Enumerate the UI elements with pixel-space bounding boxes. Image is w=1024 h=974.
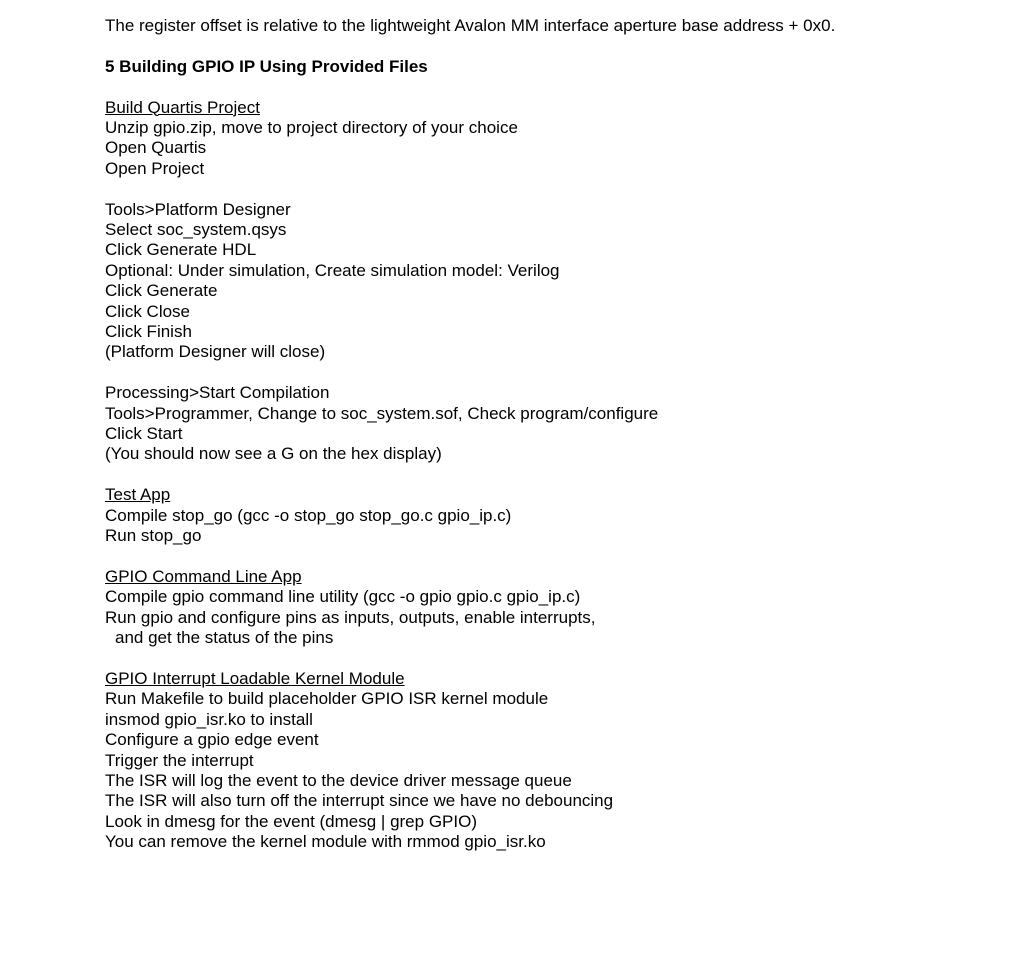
spacer (105, 649, 1005, 669)
test-app-title: Test App (105, 485, 171, 505)
processing-line: Tools>Programmer, Change to soc_system.sof, Check program/configure (105, 403, 659, 423)
processing-line: Click Start (105, 424, 183, 444)
cli-app-line: Run gpio and configure pins as inputs, outputs, enable interrupts, (105, 607, 596, 627)
platform-line: Click Generate (105, 281, 218, 301)
spacer (105, 465, 1005, 485)
section-heading: 5 Building GPIO IP Using Provided Files (105, 56, 428, 76)
build-line: Unzip gpio.zip, move to project directory of your choice (105, 118, 518, 137)
intro-text: The register offset is relative to the lightweight Avalon MM interface aperture base address + 0x0. (105, 16, 836, 35)
test-app-line: Run stop_go (105, 526, 202, 546)
kernel-line: Configure a gpio edge event (105, 730, 319, 750)
processing-line: Processing>Start Compilation (105, 383, 330, 403)
processing-line: (You should now see a G on the hex display) (105, 444, 442, 464)
spacer (105, 179, 1005, 199)
cli-app-line: Compile gpio command line utility (gcc -o gpio gpio.c gpio_ip.c) (105, 587, 581, 607)
kernel-title: GPIO Interrupt Loadable Kernel Module (105, 668, 405, 688)
platform-line: (Platform Designer will close) (105, 342, 326, 362)
spacer (105, 36, 1005, 56)
platform-line: Click Finish (105, 322, 192, 342)
spacer (105, 77, 1005, 97)
test-app-line: Compile stop_go (gcc -o stop_go stop_go.c gpio_ip.c) (105, 505, 512, 525)
spacer (105, 546, 1005, 566)
kernel-line: You can remove the kernel module with rmmod gpio_isr.ko (105, 832, 546, 852)
document-body (105, 16, 1005, 853)
build-line: Open Quartis (105, 138, 207, 158)
cli-app-title: GPIO Command Line App (105, 566, 302, 586)
kernel-line: The ISR will log the event to the device driver message queue (105, 770, 572, 790)
kernel-line: insmod gpio_isr.ko to install (105, 709, 313, 729)
kernel-line: Trigger the interrupt (105, 750, 254, 770)
platform-line: Click Generate HDL (105, 240, 257, 260)
platform-line: Optional: Under simulation, Create simulation model: Verilog (105, 260, 560, 280)
kernel-line: Run Makefile to build placeholder GPIO ISR kernel module (105, 689, 549, 709)
platform-line: Select soc_system.qsys (105, 220, 287, 240)
spacer (105, 363, 1005, 383)
build-title: Build Quartis Project (105, 97, 260, 117)
kernel-line: The ISR will also turn off the interrupt since we have no debouncing (105, 791, 614, 811)
kernel-line: Look in dmesg for the event (dmesg | grep GPIO) (105, 811, 477, 831)
build-line: Open Project (105, 158, 205, 178)
cli-app-line: and get the status of the pins (115, 628, 334, 648)
platform-line: Click Close (105, 301, 191, 321)
platform-line: Tools>Platform Designer (105, 199, 291, 219)
